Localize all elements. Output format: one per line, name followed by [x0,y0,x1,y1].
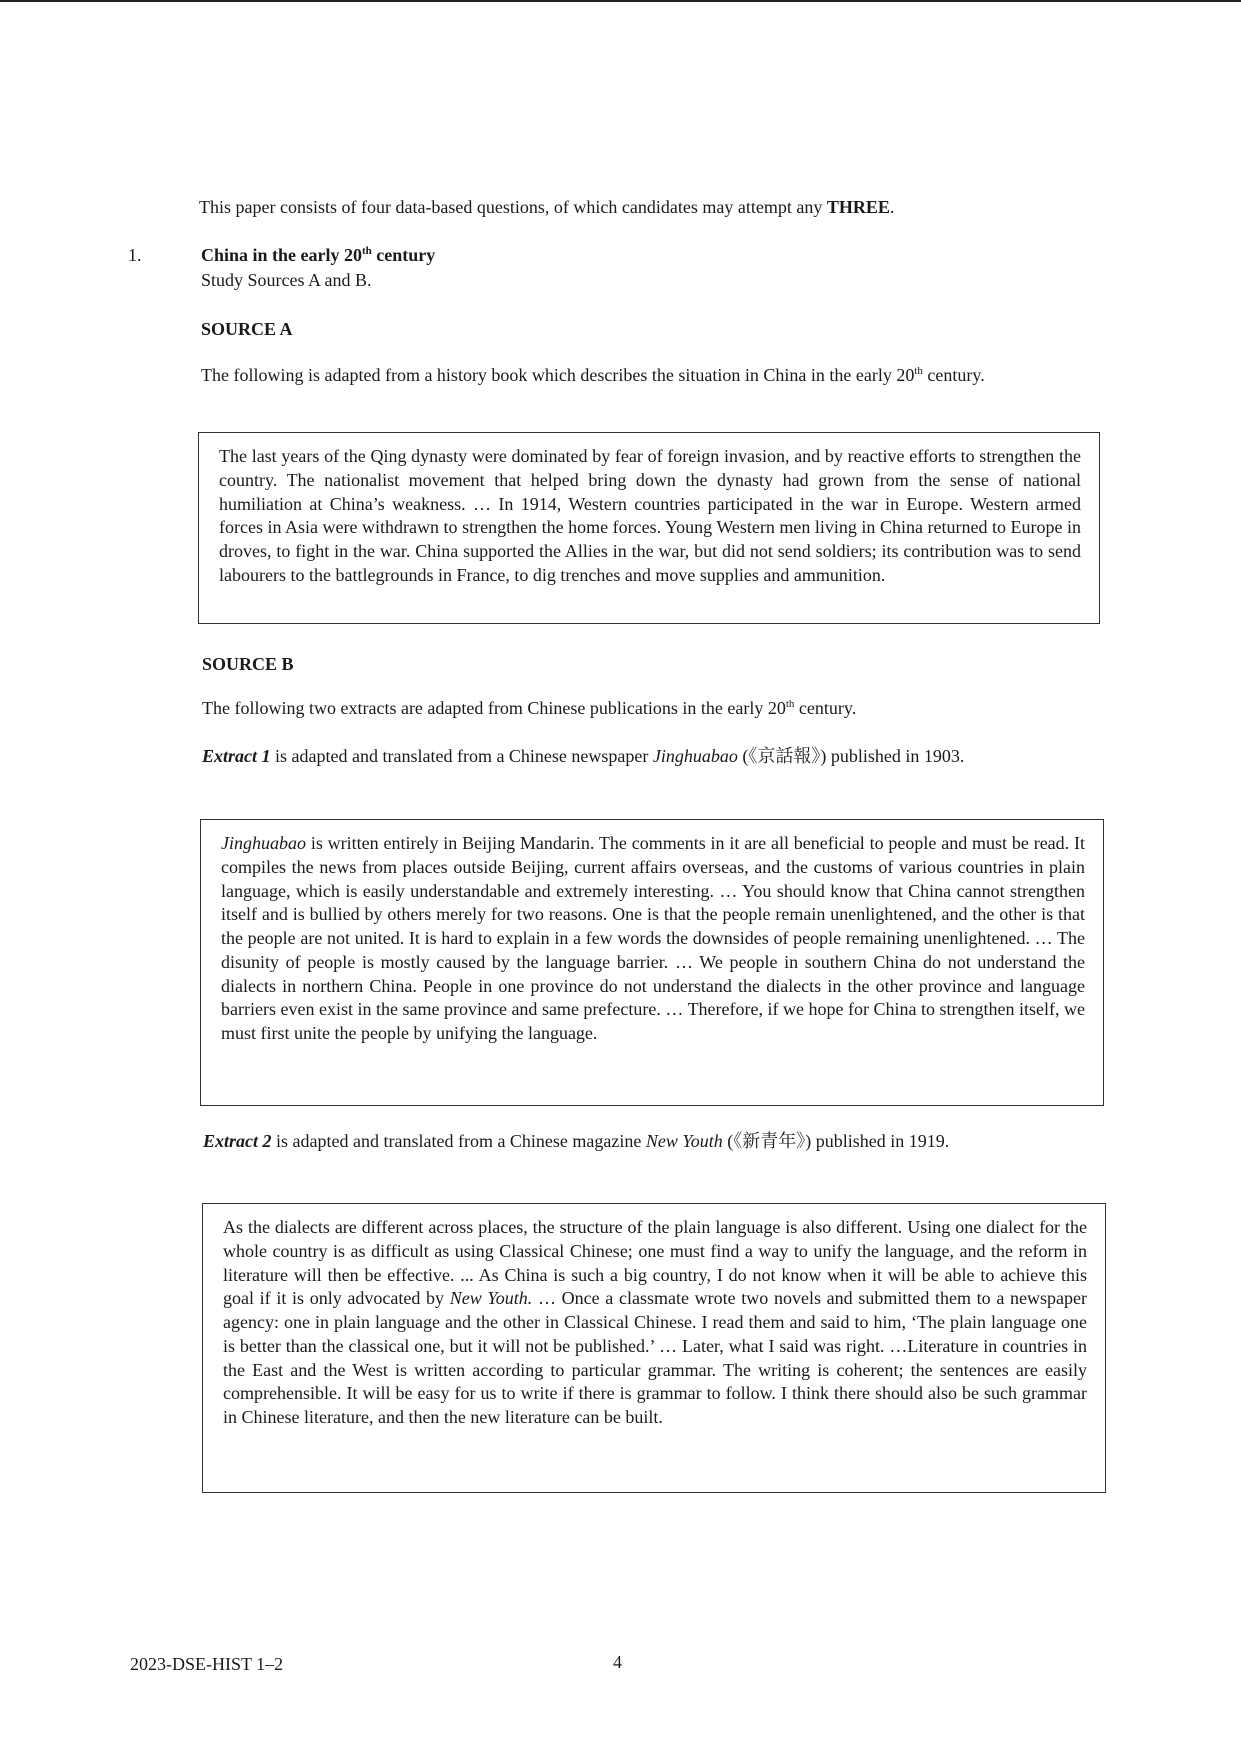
source-a-text: The last years of the Qing dynasty were dominated by fear of foreign invasion, and by reactive efforts to strengthen the country. The nationalist movement that helped bring down the dynasty had grown from the sense of national humiliation at China’s weakness. … In 1914, Western countries participated in the war in Europe. Western armed forces in Asia were withdrawn to strengthen the home forces. Young Western men living in China returned to Europe in droves, to fight in the war. China supported the Allies in the war, but did not send soldiers; its contribution was to send labourers to the battlegrounds in France, to dig trenches and move supplies and ammunition. [219,446,1081,585]
question-number: 1. [128,245,142,265]
source-b-intro-superscript: th [785,698,795,710]
extract-1-intro-text: is adapted and translated from a Chinese newspaper [270,746,653,766]
paper-instructions [199,196,1099,220]
extract-2-publication: New Youth [645,1131,723,1151]
extract-2-intro-end: (《新青年》) published in 1919. [722,1131,950,1151]
extract-1-box [200,819,1104,1106]
extract-1-publication: Jinghuabao [652,746,738,766]
paper-code: 2023-DSE-HIST 1–2 [130,1654,284,1674]
source-a-intro-superscript: th [914,365,923,377]
extract-2-text-publication: New Youth. [449,1288,533,1309]
extract-2-text-part-1: As the dialects are different across places, the structure of the plain language is also different. Using one dialect for the whole country is as difficult as using Classical Chinese; one must find a way to unify the language, and the reform in literature will then be effective. ... As China is such a big country, I do not know when it will be able to achieve this goal if it is only advocated by [223,1217,1087,1309]
extract-1-intro-end: (《京話報》) published in 1903. [737,746,965,766]
extract-1-text-publication: Jinghuabao [221,833,306,853]
instructions-emphasis: THREE [826,197,890,217]
question-title [201,244,435,268]
extract-2-intro [203,1130,1103,1154]
extract-1-label: Extract 1 [202,746,271,766]
question-title-end: century [371,245,436,265]
source-a-intro [201,364,1101,388]
source-b-heading: SOURCE B [202,654,294,674]
top-border-line [0,0,1241,2]
question-title-superscript: th [362,245,372,257]
source-b-intro-text: The following two extracts are adapted from Chinese publications in the early 20 [202,698,786,718]
page-number: 4 [613,1652,622,1672]
source-b-intro-end: century. [794,698,857,718]
extract-2-text-part-2: … Once a classmate wrote two novels and submitted them to a newspaper agency: one in plain language and the other in Classical Chinese. I read them and said to him, ‘The plain language one is better than the classical one, but it will not be published.’ … Later, what I said was right. …Literature in countries in the East and the West is written according to particular grammar. The writing is coherent; the sentences are easily comprehensible. It will be easy for us to write if there is grammar to follow. I think there should also be such grammar in Chinese literature, and then the new literature can be built. [223,1288,1087,1427]
source-a-intro-text: The following is adapted from a history book which describes the situation in China in the early 20 [201,365,915,385]
source-a-intro-end: century. [922,365,985,385]
source-b-intro [202,697,1102,721]
extract-2-intro-text: is adapted and translated from a Chinese magazine [271,1131,646,1151]
extract-2-box [202,1203,1106,1493]
instructions-text: This paper consists of four data-based questions, of which candidates may attempt any [199,197,827,217]
extract-1-intro [202,745,1102,769]
source-a-heading: SOURCE A [201,319,293,339]
question-title-text: China in the early 20 [201,245,363,265]
question-instruction: Study Sources A and B. [201,270,372,290]
source-a-box [198,432,1100,624]
extract-2-label: Extract 2 [203,1131,272,1151]
extract-1-text: is written entirely in Beijing Mandarin. The comments in it are all beneficial to people and must be read. It compiles the news from places outside Beijing, current affairs overseas, and the customs of various countries in plain language, which is easily understandable and extremely interesting. … You should know that China cannot strengthen itself and is bullied by others merely for two reasons. One is that the people remain unenlightened, and the other is that the people are not united. It is hard to explain in a few words the downsides of people remaining unenlightened. … The disunity of people is mostly caused by the language barrier. … We people in southern China do not understand the dialects in northern China. People in one province do not understand the dialects in the other province and language barriers even exist in the same province and same prefecture. … Therefore, if we hope for China to strengthen itself, we must first unite the people by unifying the language. [221,833,1085,1043]
instructions-end: . [889,197,895,217]
